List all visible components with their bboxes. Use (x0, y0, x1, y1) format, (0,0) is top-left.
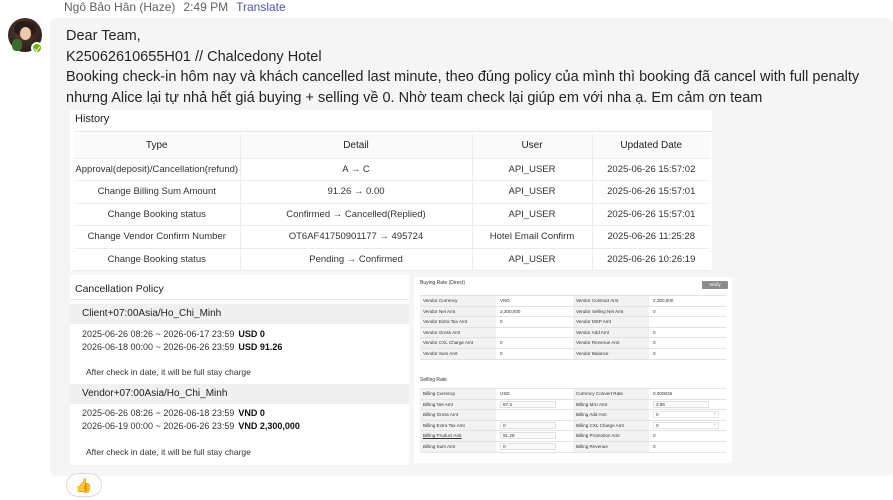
rate-label: Billing Sum Amt (420, 442, 496, 452)
message-line: Booking check-in hôm nay và khách cancelled last minute, theo đúng policy của mình thì booking đã cancel with full penalty (66, 69, 860, 86)
rate-label: Billing Extra Tax Amt (420, 421, 496, 431)
rate-label: Billing CXL Charge Amt (573, 421, 649, 431)
cell-type: Change Vendor Confirm Number (74, 226, 240, 249)
cancellation-policy-screenshot[interactable] (70, 275, 409, 465)
history-screenshot[interactable] (70, 110, 712, 271)
vendor-policy-line: 2026-06-19 00:00 ~ 2026-06-26 23:59 VND 2,300,000 (82, 421, 300, 431)
translate-link[interactable]: Translate (236, 0, 286, 14)
sender-name[interactable]: Ngô Bảo Hân (Haze) (64, 0, 176, 14)
rate-row (420, 421, 726, 432)
rate-value: 0 (653, 443, 656, 449)
buying-rate-grid (420, 295, 726, 360)
verify-button[interactable]: Verify (702, 281, 728, 289)
vendor-policy-note: After check in date, it will be full stay charge (86, 447, 251, 457)
message-text (66, 26, 888, 108)
table-row (74, 203, 710, 226)
message-time: 2:49 PM (183, 0, 229, 14)
rate-row (420, 431, 726, 442)
cell-date: 2025-06-26 11:25:28 (592, 226, 710, 249)
billing-sum-field[interactable]: 0 (500, 443, 556, 450)
rate-value: 0 (500, 340, 503, 346)
vendor-policy-header: Vendor+07:00Asia/Ho_Chi_Minh (70, 384, 409, 404)
rate-value: 0.000036 (653, 391, 673, 396)
cell-user: API_USER (472, 181, 592, 204)
rate-label: Vendor Contract Amt (573, 296, 649, 306)
rate-label: Vendor Net Amt (420, 307, 496, 317)
rate-label: Vendor Gross Amt (420, 328, 496, 338)
message-line: K25062610655H01 // Chalcedony Hotel (66, 48, 322, 65)
rate-row (420, 400, 726, 411)
rate-value: 0 (653, 308, 656, 314)
rate-label: Vendor Currency (420, 296, 496, 306)
rate-row (420, 296, 726, 307)
rate-value: 0 (500, 319, 503, 325)
client-policy-note: After check in date, it will be full stay charge (86, 367, 251, 377)
rate-label: Vendor Revenue Amt (573, 338, 649, 348)
table-row (74, 181, 710, 204)
rate-label: Billing Promotion Amt (573, 431, 649, 441)
rate-value: 0 (653, 350, 656, 356)
billing-product-field[interactable]: 91.26 (500, 432, 556, 439)
cell-detail: OT6AF41750901177 → 495724 (240, 226, 472, 249)
rate-value (496, 410, 573, 420)
rate-row (420, 338, 726, 349)
table-header-row (74, 134, 710, 158)
rate-label: Vendor Balance (573, 349, 649, 359)
rate-value: 2,300,000 (653, 298, 674, 303)
message-line: Dear Team, (66, 28, 141, 44)
billing-cxl-field[interactable]: 0 × (653, 422, 719, 429)
rate-label: Billing M/U Amt (573, 400, 649, 410)
column-header: Updated Date (592, 134, 710, 158)
history-table (74, 134, 710, 271)
rate-value (496, 421, 573, 431)
rate-label: Vendor Add Amt (573, 328, 649, 338)
rate-label: Billing Revenue (573, 442, 649, 452)
rate-value (496, 431, 573, 441)
rate-value: 0 (653, 433, 656, 439)
cell-date: 2025-06-26 15:57:01 (592, 203, 710, 226)
history-title: History (75, 113, 110, 125)
rate-row (420, 389, 726, 400)
cell-user: API_USER (472, 248, 592, 271)
rate-label: Billing Product Amt (420, 431, 496, 441)
rate-label: Billing Net Amt (420, 400, 496, 410)
message-line: nhưng Alice lại tự nhả hết giá buying + selling về 0. Nhờ team check lại giúp em với nha ạ. Em cảm ơn team (66, 89, 763, 106)
rate-value (649, 317, 726, 327)
cell-detail: Pending → Confirmed (240, 248, 472, 271)
vendor-policy-line: 2025-06-26 08:26 ~ 2026-06-18 23:59 VND 0 (82, 408, 265, 418)
rate-label: Currency Convert Rate (573, 389, 649, 399)
cell-user: Hotel Email Confirm (472, 226, 592, 249)
column-header: User (472, 134, 592, 158)
rate-label: Vendor Extra Tax Amt (420, 317, 496, 327)
rates-screenshot[interactable] (414, 277, 732, 463)
cell-type: Approval(deposit)/Cancellation(refund) (74, 158, 240, 181)
cell-user: API_USER (472, 158, 592, 181)
table-row (74, 158, 710, 181)
rate-value: 2,300,000 (500, 308, 521, 314)
buying-rate-title: Buying Rate (Direct) (420, 280, 466, 286)
rate-value (649, 410, 726, 420)
column-header: Type (74, 134, 240, 158)
rate-row (420, 349, 726, 360)
billing-mu-field[interactable]: 3.86 (653, 401, 709, 408)
cell-type: Change Billing Sum Amount (74, 181, 240, 204)
client-policy-line: 2025-06-26 08:26 ~ 2026-06-17 23:59 USD 0 (82, 329, 265, 339)
table-row (74, 226, 710, 249)
table-row (74, 248, 710, 271)
rate-row (420, 307, 726, 318)
selling-rate-grid (420, 388, 726, 453)
rate-value: 0 (653, 340, 656, 346)
rate-row (420, 328, 726, 339)
message-header (64, 0, 286, 14)
presence-available-icon (31, 42, 43, 54)
column-header: Detail (240, 134, 472, 158)
cell-date: 2025-06-26 15:57:02 (592, 158, 710, 181)
rate-label: Vendor Sum Amt (420, 349, 496, 359)
rate-value: USD (500, 391, 510, 396)
rate-row (420, 317, 726, 328)
rate-label: Billing Currency (420, 389, 496, 399)
rate-label: Vendor Selling Net Amt (573, 307, 649, 317)
cell-type: Change Booking status (74, 248, 240, 271)
rate-value (496, 400, 573, 410)
rate-value (496, 328, 573, 338)
cell-date: 2025-06-26 15:57:01 (592, 181, 710, 204)
cell-type: Change Booking status (74, 203, 240, 226)
rate-value: VND (500, 298, 510, 303)
cell-detail: 91.26 → 0.00 (240, 181, 472, 204)
rate-row (420, 410, 726, 421)
client-policy-header: Client+07:00Asia/Ho_Chi_Minh (70, 304, 409, 324)
rate-label: Vendor MSP Amt (573, 317, 649, 327)
rate-value (496, 442, 573, 452)
rate-label: Vendor CXL Charge Amt (420, 338, 496, 348)
cancellation-title: Cancellation Policy (75, 283, 164, 295)
cell-detail: A → C (240, 158, 472, 181)
cell-date: 2025-06-26 10:26:19 (592, 248, 710, 271)
billing-extra-tax-field[interactable]: 0 (500, 422, 556, 429)
cell-user: API_USER (472, 203, 592, 226)
selling-rate-title: Selling Rate (420, 377, 447, 383)
thumbs-up-reaction-icon[interactable]: 👍 (66, 473, 102, 497)
rate-row (420, 442, 726, 453)
client-policy-line: 2026-06-18 00:00 ~ 2026-06-26 23:59 USD 91.26 (82, 342, 283, 352)
rate-label: Billing Gross Amt (420, 410, 496, 420)
billing-net-field[interactable]: 87.4 (500, 401, 556, 408)
cell-detail: Confirmed → Cancelled(Replied) (240, 203, 472, 226)
rate-value (649, 400, 726, 410)
rate-value: 0 (500, 350, 503, 356)
rate-label: Billing Add Amt (573, 410, 649, 420)
rate-value: 0 (653, 329, 656, 335)
rate-value (649, 421, 726, 431)
billing-add-field[interactable]: 0 × (653, 411, 719, 418)
